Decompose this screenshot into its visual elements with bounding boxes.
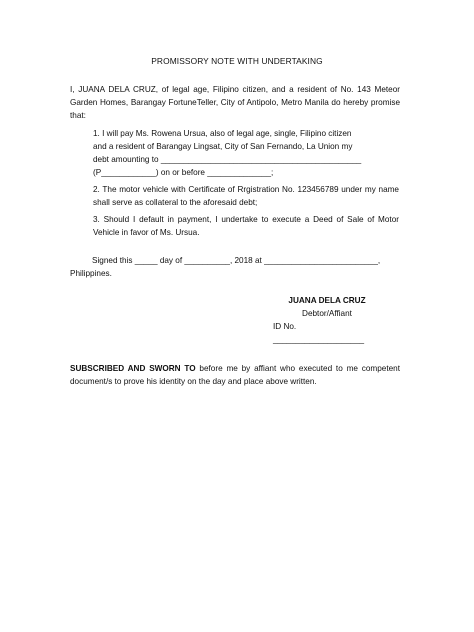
item-1-line-3: debt amounting to ____________________________________________ — [93, 155, 362, 165]
undertaking-item-2: 2. The motor vehicle with Certificate of Rrgistration No. 123456789 under my name shall serve as collateral to the aforesaid debt; — [93, 185, 399, 208]
id-number-line: ID No. ____________________ — [273, 322, 365, 345]
item-1-line-2: and a resident of Barangay Lingsat, City of San Fernando, La Union my — [93, 142, 353, 152]
jurat-paragraph — [70, 362, 400, 388]
item-1-line-1: 1. I will pay Ms. Rowena Ursua, also of legal age, single, Filipino citizen — [93, 129, 352, 138]
jurat-heading: SUBSCRIBED AND SWORN TO — [70, 364, 196, 373]
intro-paragraph: I, JUANA DELA CRUZ, of legal age, Filipino citizen, and a resident of No. 143 Meteor Garden Homes, Barangay FortuneTeller, City of Antipolo, Metro Manila do hereby promise that: — [70, 85, 400, 121]
signature-block — [267, 294, 387, 345]
item-1-line-4: (P____________) on or before ______________; — [93, 168, 274, 178]
signer-name: JUANA DELA CRUZ — [288, 296, 366, 305]
document-title: PROMISSORY NOTE WITH UNDERTAKING — [151, 56, 323, 66]
signed-line: Signed this _____ day of __________, 2018 at _________________________, — [92, 256, 381, 265]
jurat-text: before me by affiant who executed to me competent document/s to prove his identity on the day and place above written. — [70, 364, 400, 387]
undertaking-item-1 — [93, 127, 399, 179]
undertaking-item-3: 3. Should I default in payment, I undertake to execute a Deed of Sale of Motor Vehicle in favor of Ms. Ursua. — [93, 215, 399, 238]
signer-role: Debtor/Affiant — [302, 309, 352, 319]
signed-place: Philippines. — [70, 269, 112, 278]
